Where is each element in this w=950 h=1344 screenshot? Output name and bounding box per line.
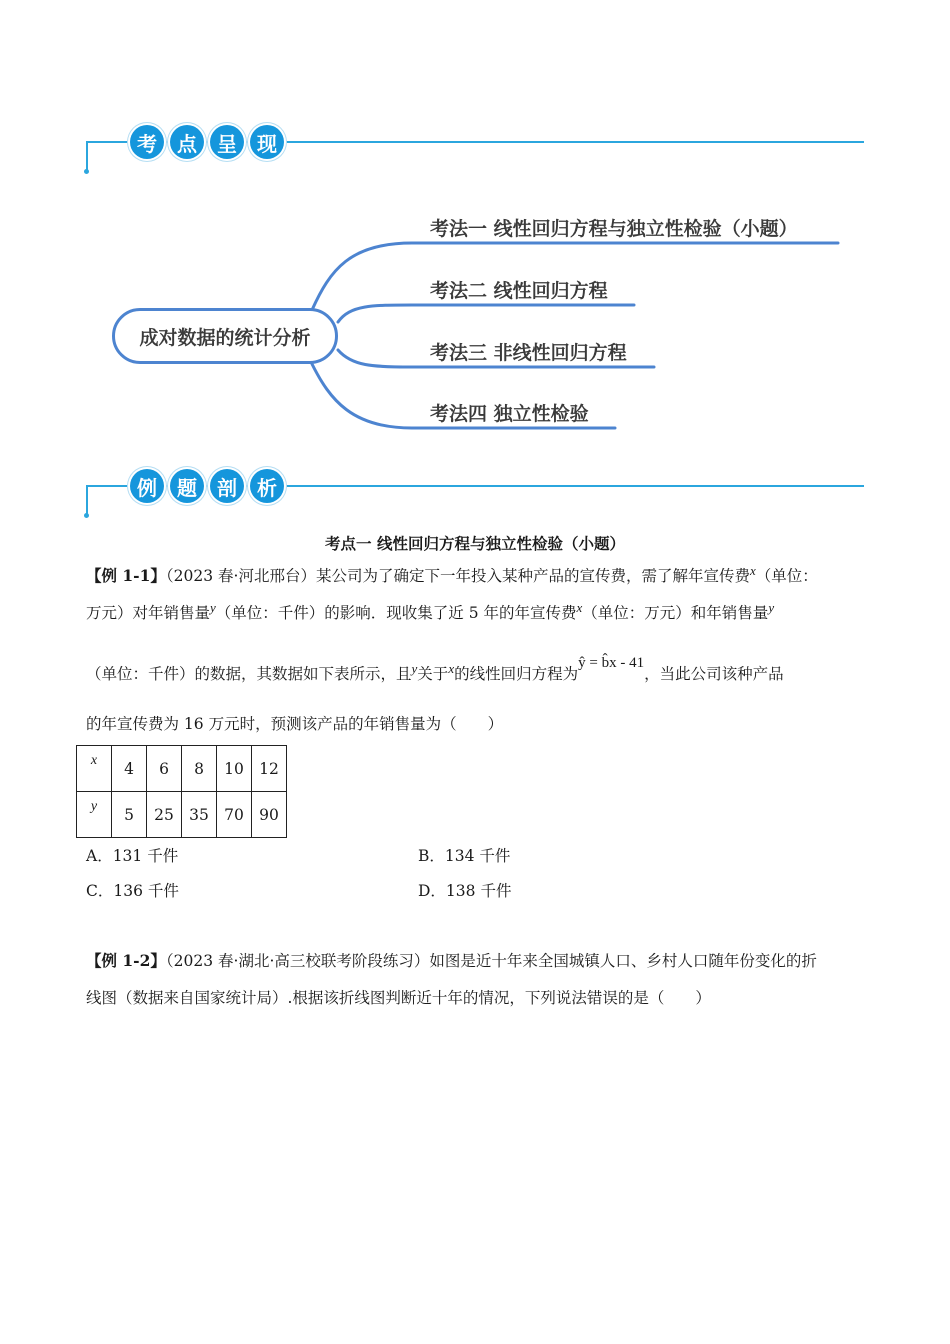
table-row [77,792,287,838]
table-cell: 10 [217,746,252,792]
option-d[interactable]: D．138 千件 [418,882,512,900]
var-x: x [576,600,583,615]
table-cell: 4 [112,746,147,792]
table-cell: 70 [217,792,252,838]
banner-char: 考 [130,125,164,159]
banner-char: 析 [250,469,284,503]
ex1-text: ，当此公司该种产品 [644,665,784,683]
var-y: y [210,600,216,615]
banner-dot [84,513,89,518]
table-head-y [77,792,112,838]
table-cell: 8 [182,746,217,792]
banner-char: 题 [170,469,204,503]
banner-vertical-line [86,485,88,515]
ex2-tag: 【例 1-2】 [86,951,166,970]
table-head-label: y [90,799,98,814]
table-head-x [77,746,112,792]
section-banner-liti [86,469,866,519]
mindmap-branch-3: 考法三 非线性回归方程 [430,342,627,364]
mindmap-branch-1: 考法一 线性回归方程与独立性检验（小题） [430,218,798,240]
mindmap-branch-2: 考法二 线性回归方程 [430,280,608,302]
table-cell: 5 [112,792,147,838]
regression-formula: ŷ = b̂x - 41 [578,655,645,671]
ex1-line-1 [86,563,818,587]
table-cell: 12 [252,746,287,792]
ex1-text: 万元）对年销售量 [86,604,211,622]
option-a[interactable]: A．131 千件 [86,847,179,865]
ex1-line-4: 的年宣传费为 16 万元时，预测该产品的年销售量为（ ） [86,715,504,733]
table-cell: 25 [147,792,182,838]
mindmap-center-node: 成对数据的统计分析 [112,308,338,364]
var-y: y [768,600,775,615]
table-cell: 6 [147,746,182,792]
ex2-line-1 [86,951,817,971]
table-cell: 35 [182,792,217,838]
mindmap-branch-4: 考法四 独立性检验 [430,403,589,425]
ex1-tag: 【例 1-1】 [86,566,166,585]
ex1-text: （单位：万元）和年销售量 [582,604,769,622]
banner-char: 剖 [210,469,244,503]
ex2-line-2: 线图（数据来自国家统计局）.根据该折线图判断近十年的情况，下列说法错误的是（ ） [86,989,711,1007]
ex1-text: 关于 [417,665,449,683]
ex1-text: （2023 春·河北邢台）某公司为了确定下一年投入某种产品的宣传费，需了解年宣传费 [165,567,750,585]
ex2-text: （2023 春·湖北·高三校联考阶段练习）如图是近十年来全国城镇人口、乡村人口随年份变化的折 [165,952,817,970]
table-row [77,746,287,792]
banner-char: 例 [130,469,164,503]
banner-char: 呈 [210,125,244,159]
section-title: 考点一 线性回归方程与独立性检验（小题） [325,535,625,553]
ex1-text: （单位： [755,567,818,585]
var-x: x [749,563,756,578]
var-x: x [448,661,455,676]
ex1-text: 的线性回归方程为 [454,665,579,683]
ex1-text: （单位：千件）的数据，其数据如下表所示，且 [86,665,412,683]
banner-char: 点 [170,125,204,159]
ex1-text: （单位：千件）的影响．现收集了近 5 年的年宣传费 [215,604,577,622]
banner-char: 现 [250,125,284,159]
table-head-label: x [90,753,98,768]
option-c[interactable]: C．136 千件 [86,882,179,900]
ex1-line-3 [86,655,784,685]
ex1-line-2 [86,600,775,624]
table-cell: 90 [252,792,287,838]
var-y: y [411,661,418,676]
option-b[interactable]: B．134 千件 [418,847,511,865]
data-table [76,745,287,838]
